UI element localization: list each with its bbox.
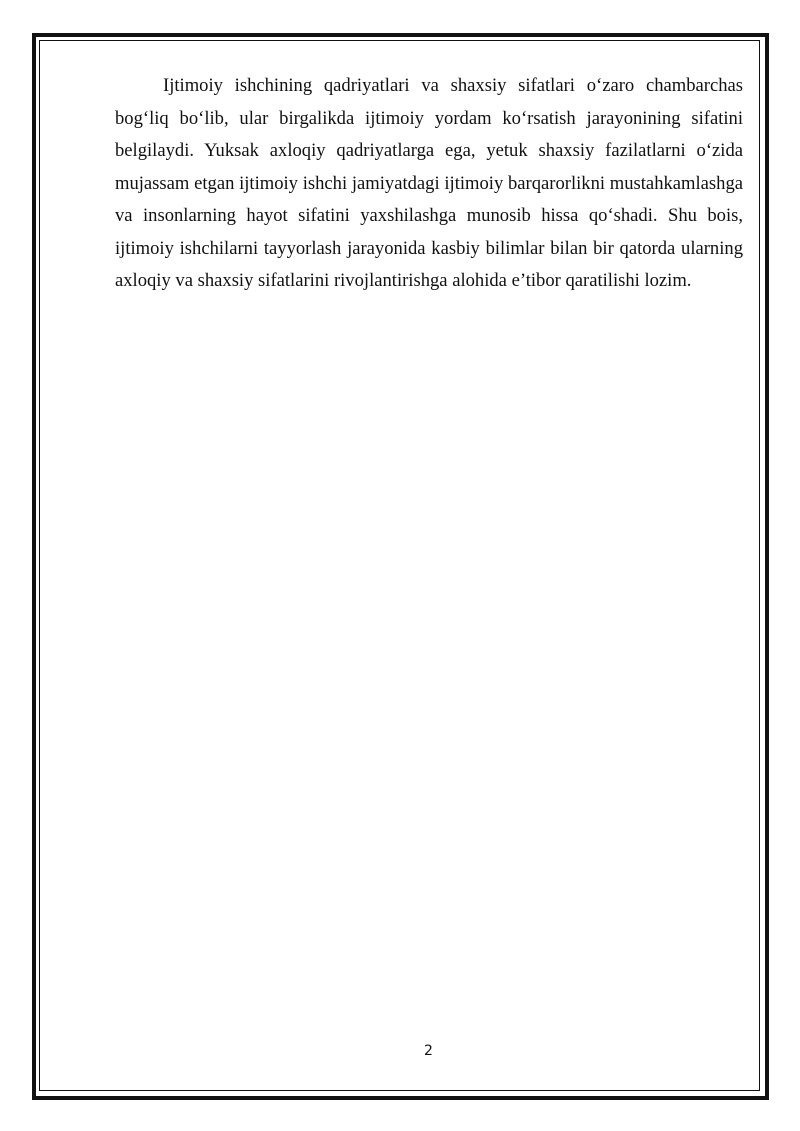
page-number: 2 xyxy=(424,1043,433,1059)
body-paragraph: Ijtimoiy ishchining qadriyatlari va shaxsiy sifatlari o‘zaro chambarchas bog‘liq bo‘lib, ular birgalikda ijtimoiy yordam ko‘rsatish jarayonining sifatini belgilaydi. Yuksak axloqiy qadriyatlarga ega, yetuk shaxsiy fazilatlarni o‘zida mujassam etgan ijtimoiy ishchi jamiyatdagi ijtimoiy barqarorlikni mustahkamlashga va insonlarning hayot sifatini yaxshilashga munosib hissa qo‘shadi. Shu bois, ijtimoiy ishchilarni tayyorlash jarayonida kasbiy bilimlar bilan bir qatorda ularning axloqiy va shaxsiy sifatlarini rivojlantirishga alohida e’tibor qaratilishi lozim. xyxy=(115,75,743,291)
